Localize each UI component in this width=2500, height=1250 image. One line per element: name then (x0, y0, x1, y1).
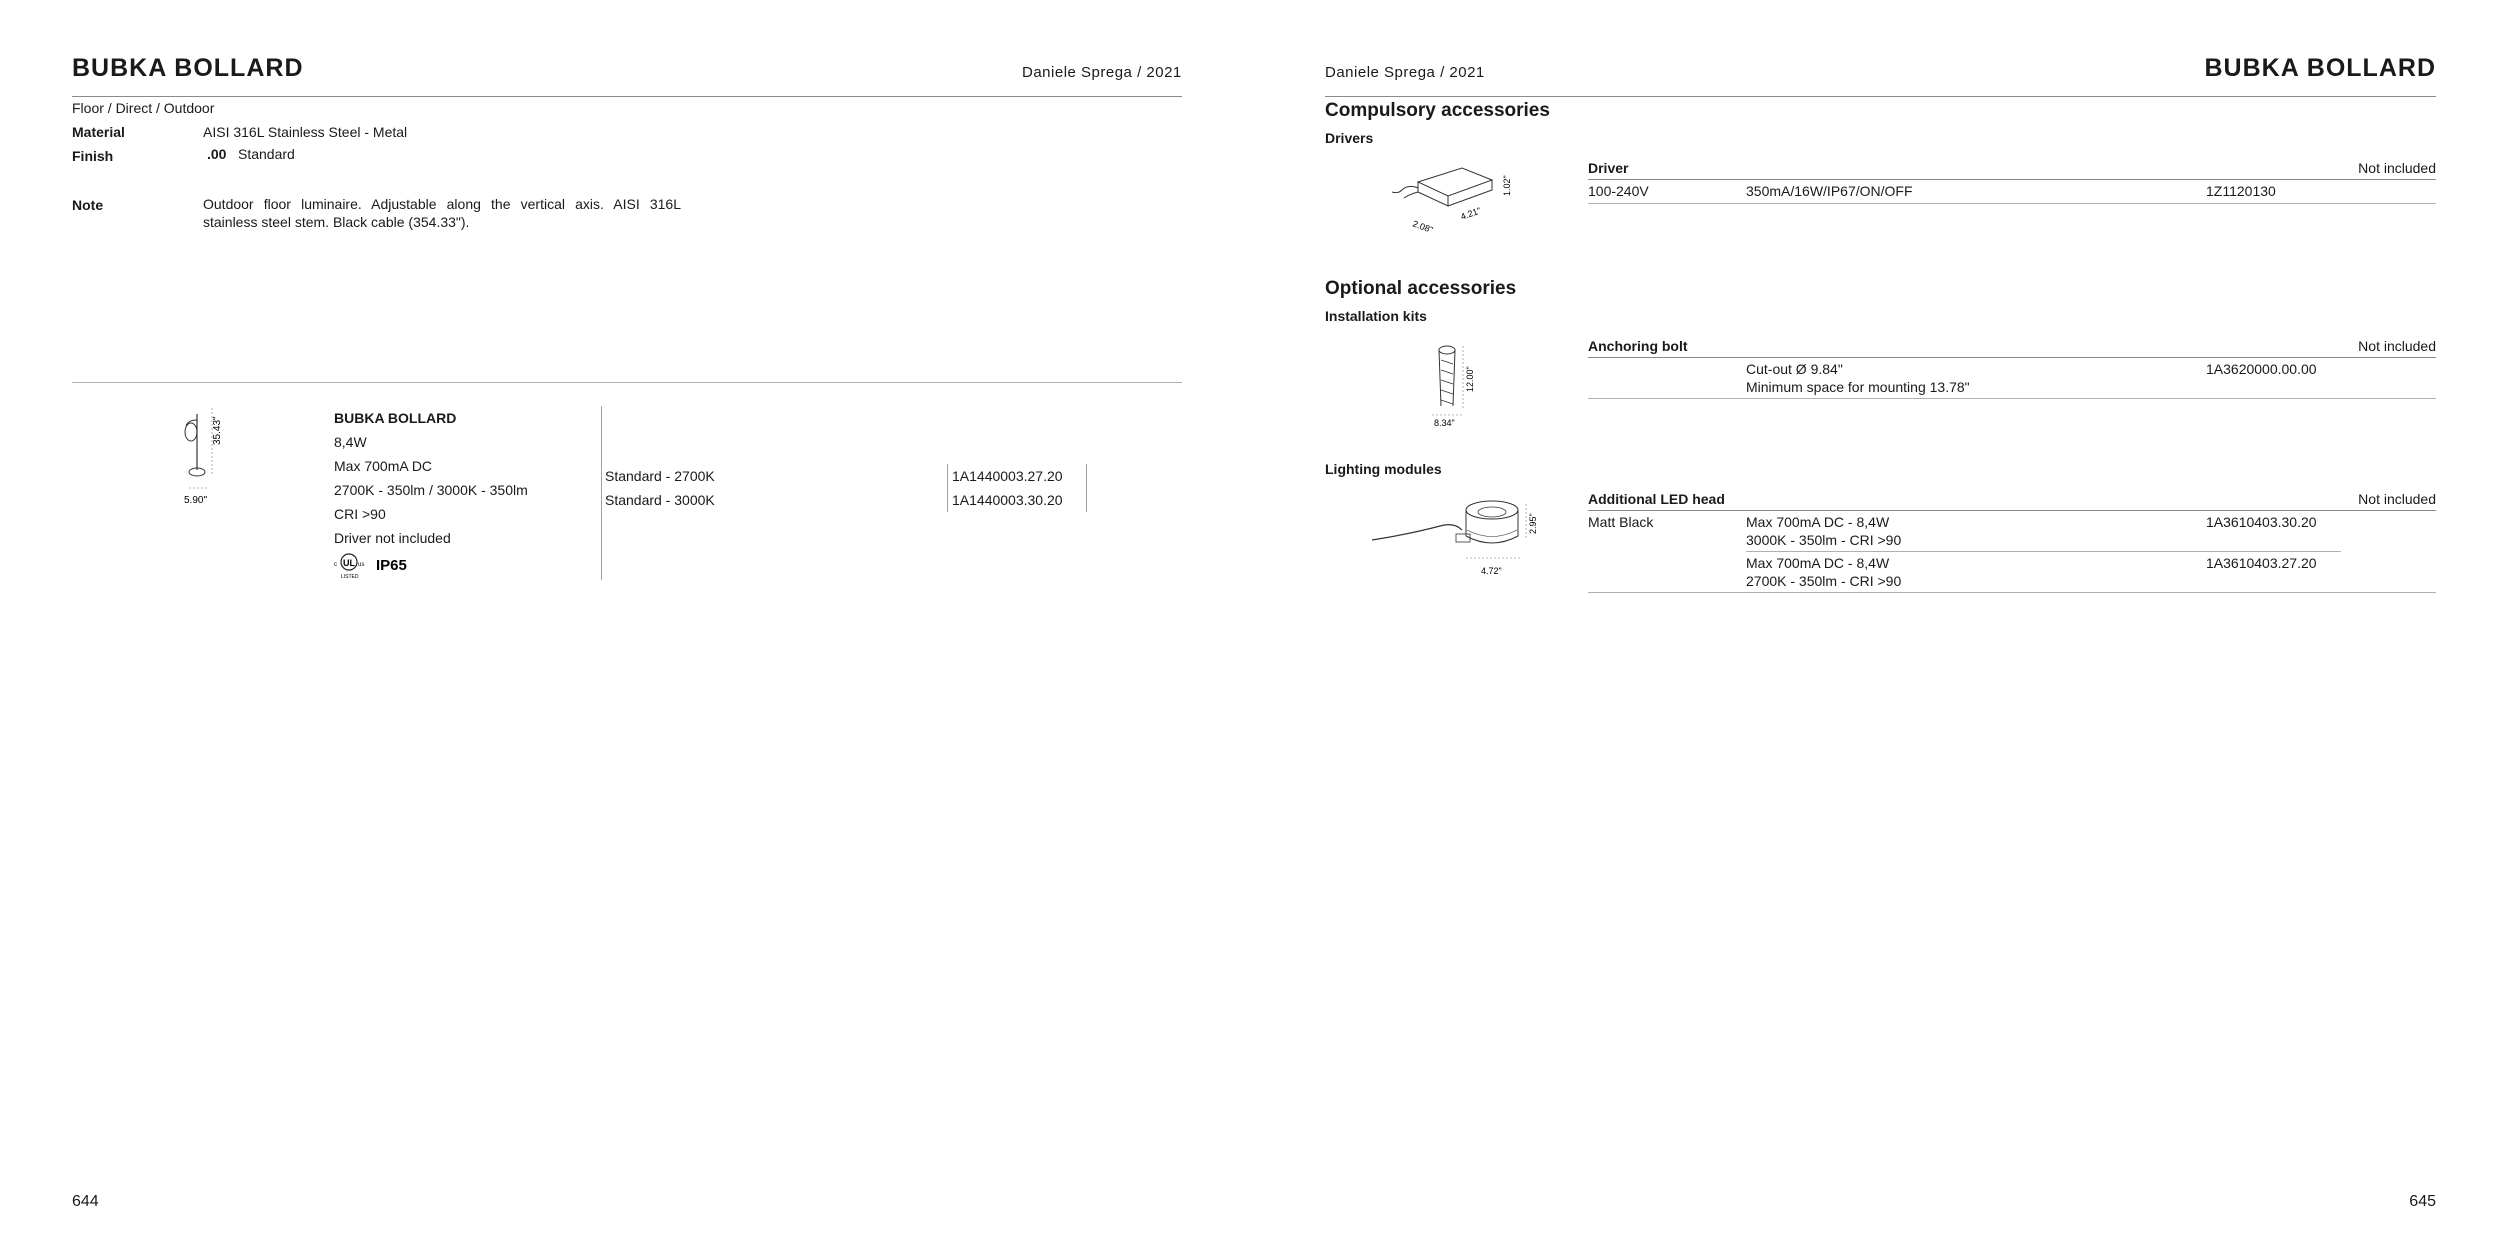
bolt-dim-width: 8.34" (1434, 418, 1455, 428)
led-table-title: Additional LED head (1588, 491, 1725, 507)
page-title-right: BUBKA BOLLARD (2204, 54, 2436, 82)
led-row-code: 1A3610403.30.20 (2206, 514, 2317, 530)
driver-dim-height: 1.02" (1502, 175, 1512, 196)
divider (1588, 592, 2436, 593)
anchoring-bolt-drawing (1420, 340, 1490, 430)
drivers-heading: Drivers (1325, 130, 1374, 146)
dim-base-label: 5.90" (184, 495, 208, 506)
material-label: Material (72, 124, 125, 140)
note-text: Outdoor floor luminaire. Adjustable along the vertical axis. AISI 316L stainless steel stem. Black cable (354.33"). (203, 196, 681, 230)
divider (601, 406, 602, 580)
page-title-left: BUBKA BOLLARD (72, 54, 304, 82)
certification-icons (333, 550, 413, 582)
variant-code: 1A1440003.30.20 (952, 492, 1063, 508)
driver-status: Not included (2358, 160, 2436, 176)
ul-listed-icon (334, 554, 364, 580)
variant-name: Standard - 2700K (605, 468, 715, 484)
divider (1325, 96, 2436, 97)
svg-text:UL: UL (343, 558, 355, 568)
led-dim-width: 4.72" (1481, 566, 1502, 576)
led-row-spec: Max 700mA DC - 8,4W (1746, 514, 1890, 530)
dim-height-label: 35.43" (212, 416, 223, 445)
installation-heading: Installation kits (1325, 308, 1427, 324)
bollard-drawing (160, 400, 240, 510)
led-dim-height: 2.95" (1528, 513, 1538, 534)
product-spec-color: 2700K - 350lm / 3000K - 350lm (334, 482, 528, 498)
variant-code: 1A1440003.27.20 (952, 468, 1063, 484)
finish-code: .00 (207, 146, 227, 162)
driver-spec: 350mA/16W/IP67/ON/OFF (1746, 183, 1913, 199)
author-left: Daniele Sprega / 2021 (1022, 64, 1182, 81)
divider (1086, 464, 1087, 512)
note-label: Note (72, 197, 104, 213)
driver-drawing (1390, 158, 1520, 248)
svg-text:c: c (334, 562, 337, 568)
divider (1588, 203, 2436, 204)
driver-dim-length: 4.21" (1459, 205, 1483, 222)
driver-code: 1Z1120130 (2206, 183, 2276, 199)
divider (1588, 179, 2436, 180)
anchoring-cutout: Cut-out Ø 9.84" (1746, 361, 1843, 377)
optional-heading: Optional accessories (1325, 278, 1517, 299)
page-number-right: 645 (2409, 1193, 2436, 1210)
variant-name: Standard - 3000K (605, 492, 715, 508)
driver-table-title: Driver (1588, 160, 1629, 176)
product-spec-cri: CRI >90 (334, 506, 386, 522)
led-row-color: 3000K - 350lm - CRI >90 (1746, 532, 1902, 548)
material-value: AISI 316L Stainless Steel - Metal (203, 124, 408, 140)
anchoring-table-title: Anchoring bolt (1588, 338, 1688, 354)
product-spec-driver: Driver not included (334, 530, 451, 546)
product-name: BUBKA BOLLARD (334, 410, 457, 426)
anchoring-code: 1A3620000.00.00 (2206, 361, 2317, 377)
divider (1588, 357, 2436, 358)
led-status: Not included (2358, 491, 2436, 507)
anchoring-status: Not included (2358, 338, 2436, 354)
bolt-dim-height: 12.00" (1465, 366, 1475, 392)
ip65-icon: IP65 (376, 557, 407, 574)
category-text: Floor / Direct / Outdoor (72, 100, 215, 116)
led-row-code: 1A3610403.27.20 (2206, 555, 2317, 571)
svg-text:us: us (358, 562, 365, 568)
divider (1588, 398, 2436, 399)
section-divider (72, 382, 1182, 383)
led-finish: Matt Black (1588, 514, 1654, 530)
lighting-heading: Lighting modules (1325, 461, 1442, 477)
driver-voltage: 100-240V (1588, 183, 1649, 199)
product-spec-power: 8,4W (334, 434, 367, 450)
product-spec-current: Max 700mA DC (334, 458, 433, 474)
led-row-spec: Max 700mA DC - 8,4W (1746, 555, 1890, 571)
divider (72, 96, 1182, 97)
finish-value: Standard (238, 146, 295, 162)
finish-label: Finish (72, 148, 114, 164)
led-row-color: 2700K - 350lm - CRI >90 (1746, 573, 1902, 589)
author-right: Daniele Sprega / 2021 (1325, 64, 1485, 81)
driver-dim-width: 2.08" (1411, 218, 1435, 235)
svg-text:LISTED: LISTED (341, 574, 359, 580)
led-head-drawing (1370, 490, 1540, 580)
page-number-left: 644 (72, 1193, 99, 1210)
anchoring-space: Minimum space for mounting 13.78" (1746, 379, 1970, 395)
compulsory-heading: Compulsory accessories (1325, 100, 1550, 121)
divider (947, 464, 948, 512)
divider (1588, 510, 2436, 511)
divider (1746, 551, 2341, 552)
